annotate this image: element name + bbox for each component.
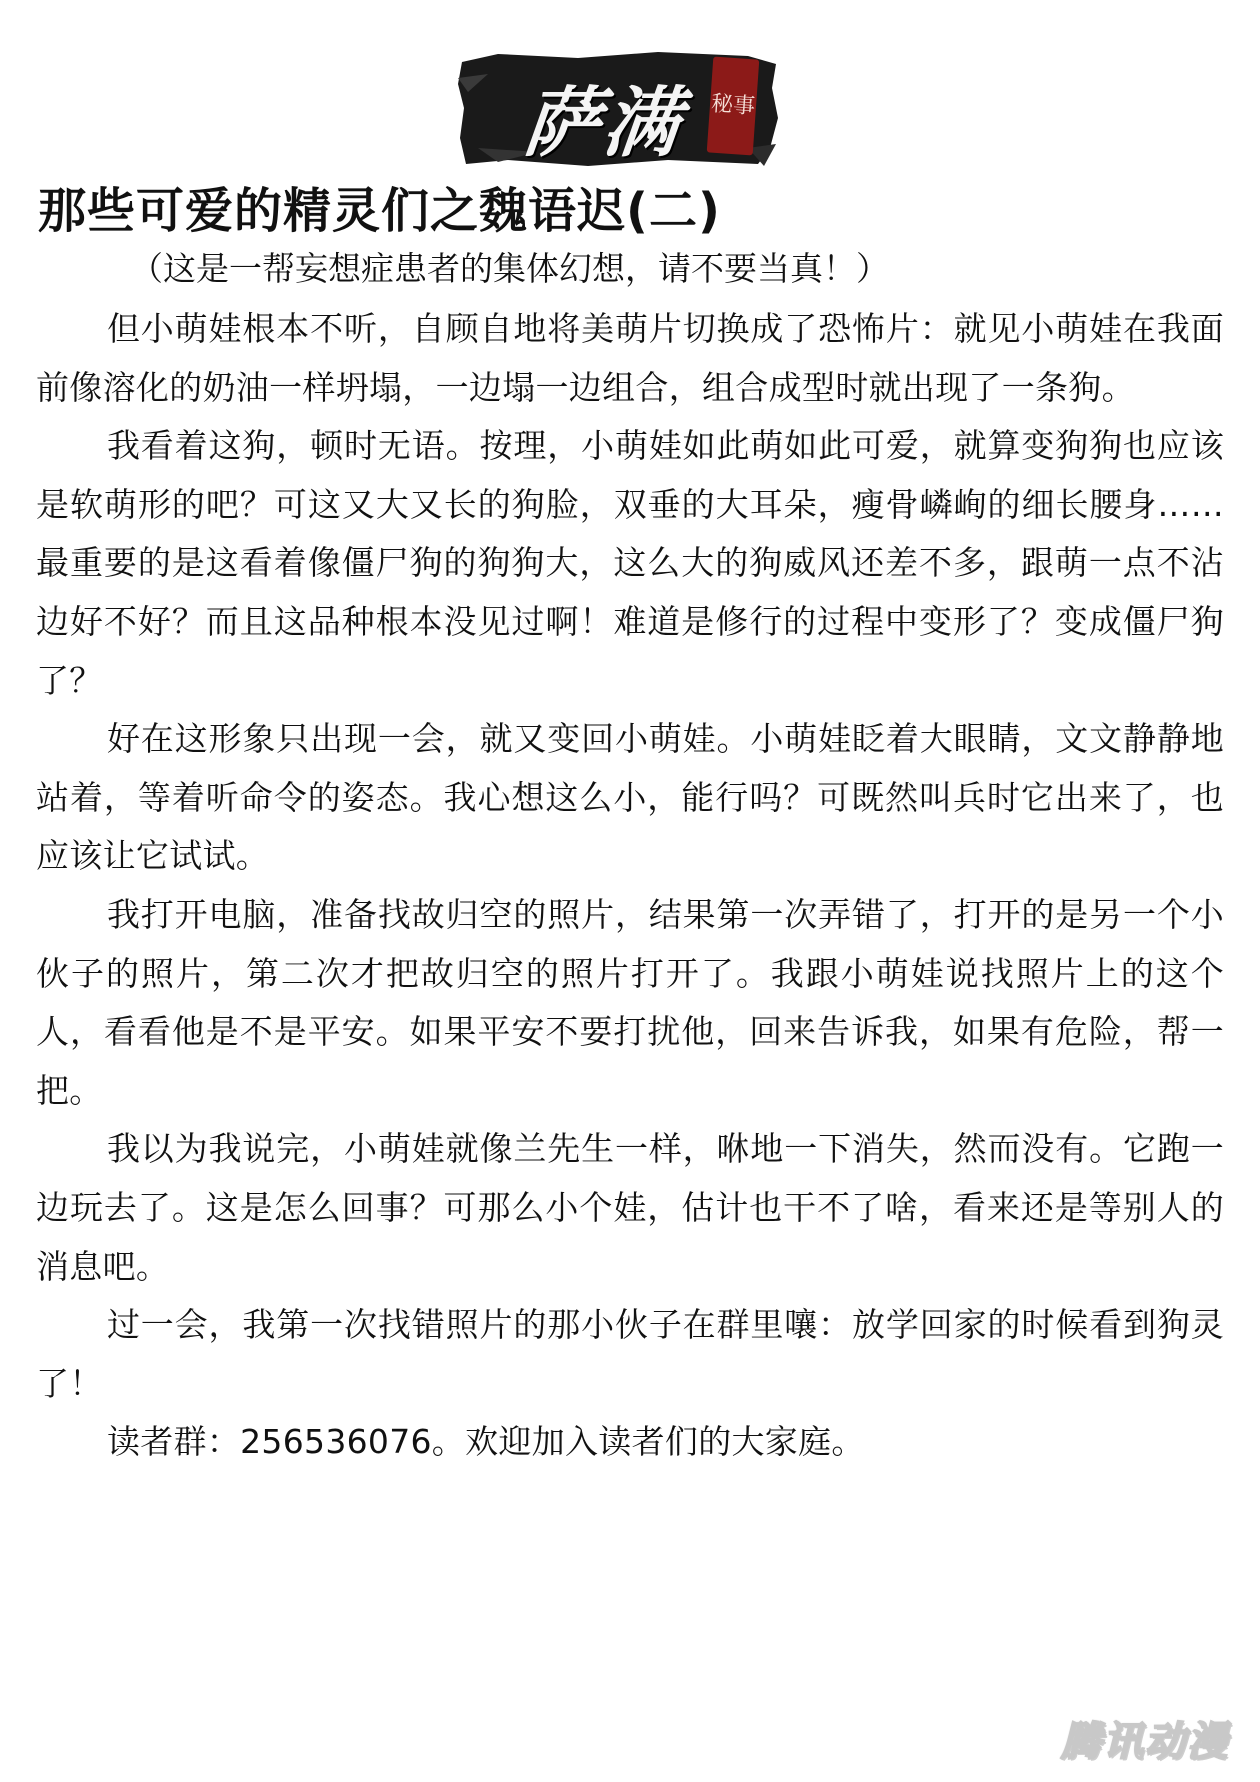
article-body [36, 300, 1224, 1472]
paragraph: 我看着这狗，顿时无语。按理，小萌娃如此萌如此可爱，就算变狗狗也应该是软萌形的吧？可这又大又长的狗脸，双垂的大耳朵，瘦骨嶙峋的细长腰身……最重要的是这看着像僵尸狗的狗狗大，这么大的狗威风还差不多，跟萌一点不沾边好不好？而且这品种根本没见过啊！难道是修行的过程中变形了？变成僵尸狗了？ [36, 426, 1224, 700]
logo-main-text: 萨满 [518, 78, 689, 167]
red-seal-stamp [707, 57, 760, 156]
paragraph: 我打开电脑，准备找故归空的照片，结果第一次弄错了，打开的是另一个小伙子的照片，第二次才把故归空的照片打开了。我跟小萌娃说找照片上的这个人，看看他是不是平安。如果平安不要打扰他，回来告诉我，如果有危险，帮一把。 [36, 894, 1224, 1110]
watermark-logo [1050, 1710, 1240, 1766]
article-subtitle: （这是一帮妄想症患者的集体幻想，请不要当真！） [130, 249, 889, 288]
logo-banner [458, 48, 780, 168]
paragraph: 好在这形象只出现一会，就又变回小萌娃。小萌娃眨着大眼睛，文文静静地站着，等着听命令的姿态。我心想这么小，能行吗？可既然叫兵时它出来了，也应该让它试试。 [36, 719, 1224, 876]
reader-group-paragraph: 读者群：256536076。欢迎加入读者们的大家庭。 [106, 1422, 865, 1462]
paragraph: 我以为我说完，小萌娃就像兰先生一样，咻地一下消失，然而没有。它跑一边玩去了。这是怎么回事？可那么小个娃，估计也干不了啥，看来还是等别人的消息吧。 [36, 1129, 1224, 1286]
paragraph: 但小萌娃根本不听，自顾自地将美萌片切换成了恐怖片：就见小萌娃在我面前像溶化的奶油一样坍塌，一边塌一边组合，组合成型时就出现了一条狗。 [36, 309, 1224, 407]
paragraph: 过一会，我第一次找错照片的那小伙子在群里嚷：放学回家的时候看到狗灵了！ [36, 1305, 1224, 1403]
article-title: 那些可爱的精灵们之魏语迟(二) [38, 183, 721, 239]
seal-text: 秘事 [710, 91, 756, 120]
watermark-text: 腾讯动漫 [1061, 1718, 1229, 1765]
